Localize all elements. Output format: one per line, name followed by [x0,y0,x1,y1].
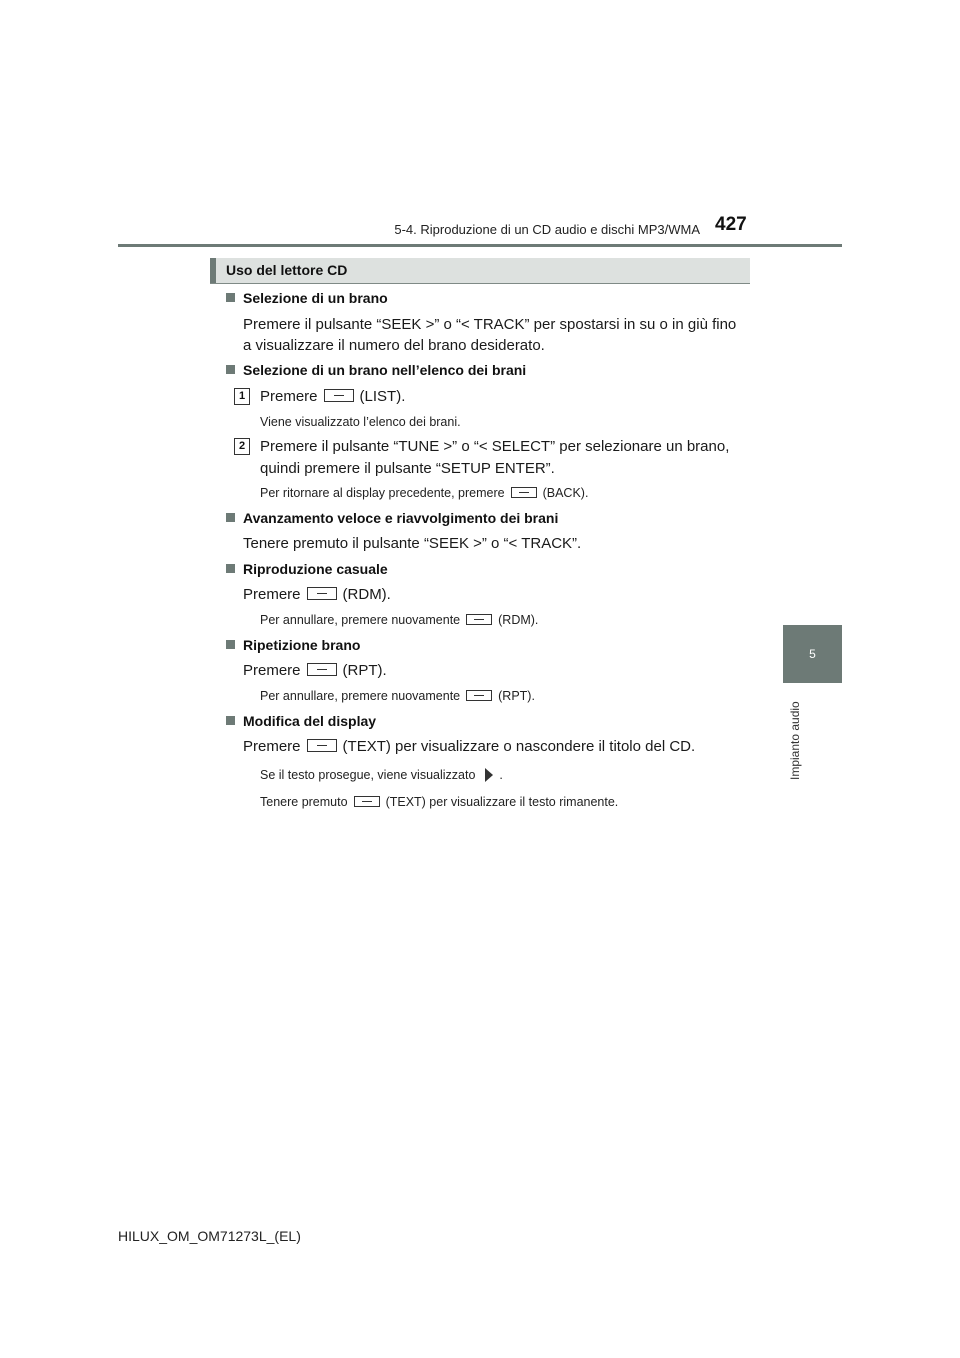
step-number-1: 1 [234,388,250,405]
heading-text: Riproduzione casuale [243,561,388,577]
section-title: Uso del lettore CD [226,262,348,278]
heading-list-selection [226,362,526,378]
heading-text: Selezione di un brano [243,290,388,306]
heading-text: Selezione di un brano nell’elenco dei brani [243,362,527,378]
step-2-note: Per ritornare al display precedente, premere (BACK). [260,486,589,500]
header-section-title: 5-4. Riproduzione di un CD audio e dischi MP3/WMA [394,222,700,237]
paragraph-line: Premere (TEXT) per visualizzare o nascondere il titolo del CD. [243,738,696,755]
footer-doc-code: HILUX_OM_OM71273L_(EL) [118,1228,301,1244]
chapter-tab [783,625,842,683]
paragraph-line: a visualizzare il numero del brano desiderato. [243,337,545,354]
heading-text: Avanzamento veloce e riavvolgimento dei brani [243,510,559,526]
button-icon [307,663,337,676]
step-1-text: Premere (LIST). [260,388,406,405]
bullet-square-icon [226,513,235,522]
section-stripe [210,258,216,283]
note-line: Se il testo prosegue, viene visualizzato . [260,768,503,782]
heading-repeat-track [226,637,360,653]
step-1-note: Viene visualizzato l’elenco dei brani. [260,415,461,429]
chapter-number: 5 [809,647,816,661]
paragraph-line: Premere il pulsante “SEEK >” o “< TRACK” per spostarsi in su o in giù fino [243,316,737,333]
paragraph-line: Tenere premuto il pulsante “SEEK >” o “< TRACK”. [243,535,582,552]
note-line: Per annullare, premere nuovamente (RDM). [260,613,539,627]
note-line: Tenere premuto (TEXT) per visualizzare il testo rimanente. [260,795,619,809]
text-continue-arrow-icon [485,768,493,782]
bullet-square-icon [226,293,235,302]
heading-fast-forward [226,510,558,526]
step-2-line: Premere il pulsante “TUNE >” o “< SELECT” per selezionare un brano, [260,438,730,455]
bullet-square-icon [226,564,235,573]
paragraph-line: Premere (RPT). [243,662,387,679]
button-icon [307,739,337,752]
heading-text: Ripetizione brano [243,637,361,653]
section-header [210,258,750,284]
heading-random-play [226,561,388,577]
step-number-2: 2 [234,438,250,455]
bullet-square-icon [226,716,235,725]
page-number: 427 [715,214,747,235]
button-icon [466,614,492,625]
button-icon [354,796,380,807]
chapter-label-container [785,690,805,790]
button-icon [324,389,354,402]
paragraph-line: Premere (RDM). [243,586,391,603]
step-2-line: quindi premere il pulsante “SETUP ENTER”. [260,460,555,477]
bullet-square-icon [226,640,235,649]
button-icon [511,487,537,498]
chapter-label: Impianto audio [788,701,802,780]
note-line: Per annullare, premere nuovamente (RPT). [260,689,535,703]
header-rule [118,244,842,247]
heading-display-change [226,713,376,729]
heading-track-selection [226,290,388,306]
heading-text: Modifica del display [243,713,377,729]
bullet-square-icon [226,365,235,374]
button-icon [307,587,337,600]
button-icon [466,690,492,701]
